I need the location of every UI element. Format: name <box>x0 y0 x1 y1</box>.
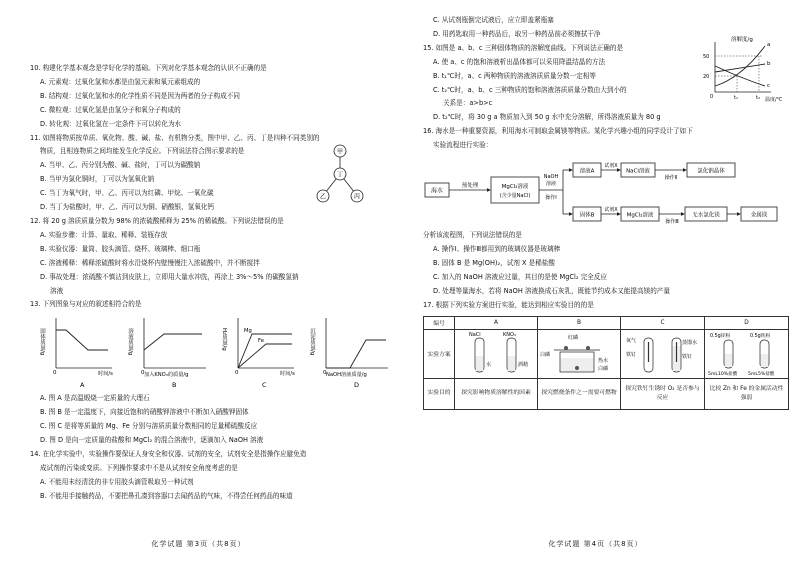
q15-option-a: A. 使 a、c 的饱和溶液析出晶体都可以采用降温结晶的方法 <box>433 57 606 66</box>
q14-option-d: D. 用药匙取用一种药品后，取另一种药品前必须擦拭干净 <box>433 29 601 38</box>
q16-option-c: C. 加入的 NaOH 溶液应过量，其目的是使 MgCl₂ 完全反应 <box>433 272 607 281</box>
exp-d-fe: 0.5g铁粉 <box>749 333 770 339</box>
aim-d: 比较 Zn 和 Fe 的金属活动性强弱 <box>705 378 789 409</box>
graph-c-mg-label: Mg <box>244 328 252 335</box>
exp-d-drawing <box>706 330 788 376</box>
aim-b: 探究燃烧条件之一需要可燃物 <box>538 378 621 409</box>
graph-b-xlabel: 加入KNO₃的质量/g <box>144 372 189 379</box>
table-head-c: C <box>621 316 705 329</box>
q13-stem: 13. 下列图象与对应的叙述相符合的是 <box>30 300 142 309</box>
exp-c-nail: 铁钉 <box>625 351 636 358</box>
flow-mgcl2-sub: (含少量NaCl) <box>499 193 531 200</box>
exp-c-oxygen: 氧气 <box>625 337 636 344</box>
curve-c-label: c <box>767 82 771 89</box>
q15-option-c: C. t₂℃时，a、b、c 三种物质的饱和溶液溶质质量分数由大到小的 <box>433 85 627 94</box>
q14-option-b: B. 不能用手接触药品，不要把鼻孔凑到容器口去闻药品的气味，不得尝任何药品的味道 <box>40 491 293 500</box>
q10-option-b: B. 结构观：过氧化氢和水的化学性质不同是因为两者的分子构成不同 <box>40 91 240 100</box>
graph-c-letter: C <box>262 381 267 390</box>
row-label-aim: 实验目的 <box>424 378 455 409</box>
exp-d-zn: 0.5g锌粉 <box>709 333 730 339</box>
q11-stem: 11. 如图将物质按单质、氧化物、酸、碱、盐、有机物分类，图中甲、乙、丙、丁是四种不同类别的 <box>30 133 320 142</box>
exp-b-white-p2: 白磷 <box>598 365 609 372</box>
exp-a-alcohol: 酒精 <box>518 361 529 368</box>
exp-d-acid2: 5mL5%盐酸 <box>747 371 774 376</box>
graph-a-letter: A <box>80 381 85 390</box>
flow-naoh2: 溶液 <box>545 181 557 188</box>
q10-option-a: A. 元素观：过氧化氢和水都是由氢元素和氧元素组成的 <box>40 77 201 86</box>
exp-b-hot-water: 热水 <box>598 357 609 364</box>
flow-pretreat: 预处理 <box>461 183 479 190</box>
exp-b-red-p: 红磷 <box>568 334 579 341</box>
graph-c-ylabel: H₂质量/g <box>221 328 227 351</box>
table-head-number: 编号 <box>424 316 455 329</box>
q11-option-d: D. 当丁为盐酸时，甲、乙、丙可以为铜、硝酸银、氢氧化钙 <box>40 203 215 212</box>
aim-a: 探究影响物质溶解性的因素 <box>455 378 538 409</box>
right-footer: 化学试题 第4页（共8页） <box>548 540 643 548</box>
q12-option-d-cont: 溶液 <box>50 286 64 295</box>
flow-mgcl2-sol: MgCl₂溶液 <box>626 212 654 219</box>
table-header-row <box>424 316 789 329</box>
q15-option-b: B. t₁℃时，a、c 两种物质的溶液溶质质量分数一定相等 <box>433 71 596 80</box>
q11-relation-diagram <box>314 143 366 209</box>
graph-a <box>36 314 120 390</box>
graph-d-xlabel: NaOH溶液质量/g <box>326 372 367 379</box>
q12-stem: 12. 将 20 g 溶质质量分数为 98% 的浓硫酸稀释为 25% 的稀硫酸。下列说法错误的是 <box>30 216 284 225</box>
flow-metal-mg: 金属镁 <box>750 212 768 219</box>
flow-anhydrous: 无水氯化镁 <box>692 212 720 219</box>
node-jia: 甲 <box>336 148 344 156</box>
flow-op2: 操作Ⅱ <box>664 175 678 182</box>
origin-label: 0 <box>323 370 327 377</box>
right-page <box>397 0 794 561</box>
curve-b-label: b <box>767 60 771 67</box>
q13-option-c: C. 图 C 是将等质量的 Mg、Fe 分别与溶质质量分数相同的足量稀硫酸反应 <box>40 422 258 431</box>
flow-nacl-sol: NaCl溶液 <box>626 168 650 175</box>
q13-option-a: A. 图 A 是高温煅烧一定质量的大理石 <box>40 394 150 403</box>
left-footer: 化学试题 第3页（共8页） <box>151 540 246 548</box>
origin-label: 0 <box>53 370 57 377</box>
exp-b-white-p: 白磷 <box>540 351 551 358</box>
q10-option-c: C. 微粒观：过氧化氢是由氢分子和氧分子构成的 <box>40 105 181 114</box>
graph-d <box>304 314 396 390</box>
q12-option-b: B. 实验仪器：量筒、胶头滴管、烧杯、玻璃棒、细口瓶 <box>40 244 201 253</box>
origin-label: 0 <box>235 370 239 377</box>
q14-option-a: A. 不能用未经清洗的非专用胶头滴管吸取另一种试剂 <box>40 477 194 486</box>
flow-reagent-x2: 试剂X <box>604 207 618 214</box>
flow-naoh: NaOH <box>543 174 559 181</box>
flow-op1: 操作Ⅰ <box>545 195 557 202</box>
graph-a-ylabel: 固体质量/g <box>39 328 45 356</box>
flow-op3: 操作Ⅲ <box>665 219 679 226</box>
graph-a-xlabel: 时间/s <box>98 371 113 378</box>
curve-a-label: a <box>767 41 771 48</box>
q11-stem-cont: 物质，且相连物质之间均能发生化学反应。下列说法符合图示要求的是 <box>40 147 245 156</box>
exp-b-drawing <box>538 330 620 376</box>
exp-a-kno3: KNO₃ <box>503 331 516 338</box>
q12-option-a: A. 实验步骤：计算、量取、稀释、装瓶存放 <box>40 230 168 239</box>
graph-c-xlabel: 时间/s <box>280 371 295 378</box>
q14-option-c: C. 从试剂瓶倒完试液后，应立即盖紧瓶塞 <box>433 16 554 24</box>
flow-nacl-crystal: 氯化钠晶体 <box>697 168 725 175</box>
sol-origin: 0 <box>710 93 714 100</box>
q16-option-b: B. 固体 B 是 Mg(OH)₂，试剂 X 是稀盐酸 <box>433 258 555 267</box>
origin-label: 0 <box>141 370 145 377</box>
q12-option-d: D. 事故处理：浓硫酸不慎沾到皮肤上，立即用大量水冲洗，再涂上 3%～5% 的碳酸氢钠 <box>40 272 299 281</box>
q13-option-b: B. 图 B 是一定温度下，向接近饱和的硝酸钾溶液中不断加入硝酸钾固体 <box>40 408 249 417</box>
q10-option-d: D. 转化观：过氧化氢在一定条件下可以转化为水 <box>40 119 182 128</box>
flow-sol-a: 溶液A <box>579 168 595 175</box>
exp-d-acid1: 5mL10%盐酸 <box>707 371 737 376</box>
graph-b <box>122 314 214 390</box>
flow-mgcl2: MgCl₂溶液 <box>501 184 529 191</box>
table-row-plan <box>424 329 789 378</box>
q16-analysis: 分析该流程图，下列说法错误的是 <box>423 231 522 240</box>
q13-option-d: D. 图 D 是向一定质量的盐酸和 MgCl₂ 的混合溶液中，逐滴加入 NaOH 溶液 <box>40 436 264 445</box>
flow-solid-b: 固体B <box>579 212 595 219</box>
node-bing: 丙 <box>353 193 361 201</box>
q13-figures <box>30 314 383 390</box>
graph-c <box>218 314 302 390</box>
q10-stem: 10. 构建化学基本观念是学好化学的基础。下列对化学基本观念的认识不正确的是 <box>30 64 267 72</box>
flow-reagent-x1: 试剂X <box>604 163 618 170</box>
sol-t1: t₁ <box>734 94 738 101</box>
graph-d-ylabel: 沉淀质量/g <box>309 328 315 356</box>
q16-option-a: A. 操作Ⅰ、操作Ⅲ都用到的玻璃仪器是玻璃棒 <box>433 244 561 253</box>
graph-b-letter: B <box>172 381 177 390</box>
q11-option-a: A. 当甲、乙、丙分别为酸、碱、盐时，丁可以为碳酸钠 <box>40 161 201 170</box>
exp-a-water: 水 <box>486 361 492 368</box>
q12-option-c: C. 溶液稀释：稀释浓硫酸时将水沿烧杯内壁慢慢注入浓硫酸中，并不断搅拌 <box>40 258 260 267</box>
table-head-a: A <box>455 316 538 329</box>
exp-a-nacl: NaCl <box>469 331 481 338</box>
q15-stem: 15. 如图是 a、b、c 三种固体物质的溶解度曲线。下列说法正确的是 <box>423 43 624 52</box>
node-yi: 乙 <box>319 193 327 201</box>
q16-option-d: D. 处理等量海水，若将 NaOH 溶液换成石灰乳，既能节约成本又能提高镁的产量 <box>433 286 670 295</box>
row-label-plan: 实验方案 <box>424 329 455 378</box>
graph-c-fe-label: Fe <box>258 338 264 345</box>
q11-option-c: C. 当丁为氧气时，甲、乙、丙可以为红磷、甲烷、一氧化碳 <box>40 189 214 198</box>
q14-stem: 14. 在化学实验中，实验操作要保证人身安全和仪器、试剂的安全，试剂安全是指操作应避免造 <box>30 449 307 458</box>
sol-xlabel: 温度/℃ <box>765 96 783 103</box>
table-head-d: D <box>705 316 789 329</box>
exp-a-drawing <box>455 330 537 376</box>
sol-t2: t₂ <box>756 94 760 101</box>
q17-stem: 17. 根据下列实验方案进行实验，能达到相应实验目的的是 <box>423 300 594 309</box>
q16-stem-cont: 实验流程进行实验： <box>433 141 493 150</box>
sol-y50: 50 <box>703 53 710 60</box>
q11-option-b: B. 当甲为氯化铜时，丁可以为氢氧化钠 <box>40 175 155 184</box>
table-row-aim <box>424 378 789 409</box>
exp-c-drawing <box>622 330 704 376</box>
sol-ylabel: 溶解度/g <box>731 36 753 43</box>
q15-option-d: D. t₂℃时，将 30 g a 物质加入到 50 g 水中充分溶解，所得溶液质量为 80 g <box>433 113 661 122</box>
graph-d-letter: D <box>354 381 360 390</box>
flow-seawater: 海水 <box>430 187 444 195</box>
solubility-curve <box>701 36 787 106</box>
aim-c: 探究铁钉生锈时 O₂ 是否参与反应 <box>621 378 705 409</box>
q15-option-c-cont: 关系是：a>b>c <box>443 99 493 108</box>
table-head-b: B <box>538 316 621 329</box>
sol-y20: 20 <box>703 73 710 80</box>
q14-stem-cont: 成试剂的污染或变质。下列操作要求中不是从试剂安全角度考虑的是 <box>40 463 238 472</box>
graph-b-ylabel: 溶液质量/g <box>127 328 133 356</box>
q16-stem: 16. 海水是一种重要资源，利用海水可制取金属镁等物质。某化学兴趣小组的同学设计了如下 <box>423 127 693 136</box>
exp-c-nail2: 铁钉 <box>681 353 692 360</box>
experiment-table <box>423 316 789 410</box>
exp-c-distilled: 蒸馏水 <box>681 339 697 346</box>
seawater-flow-diagram <box>423 155 789 229</box>
node-ding: 丁 <box>336 171 344 179</box>
